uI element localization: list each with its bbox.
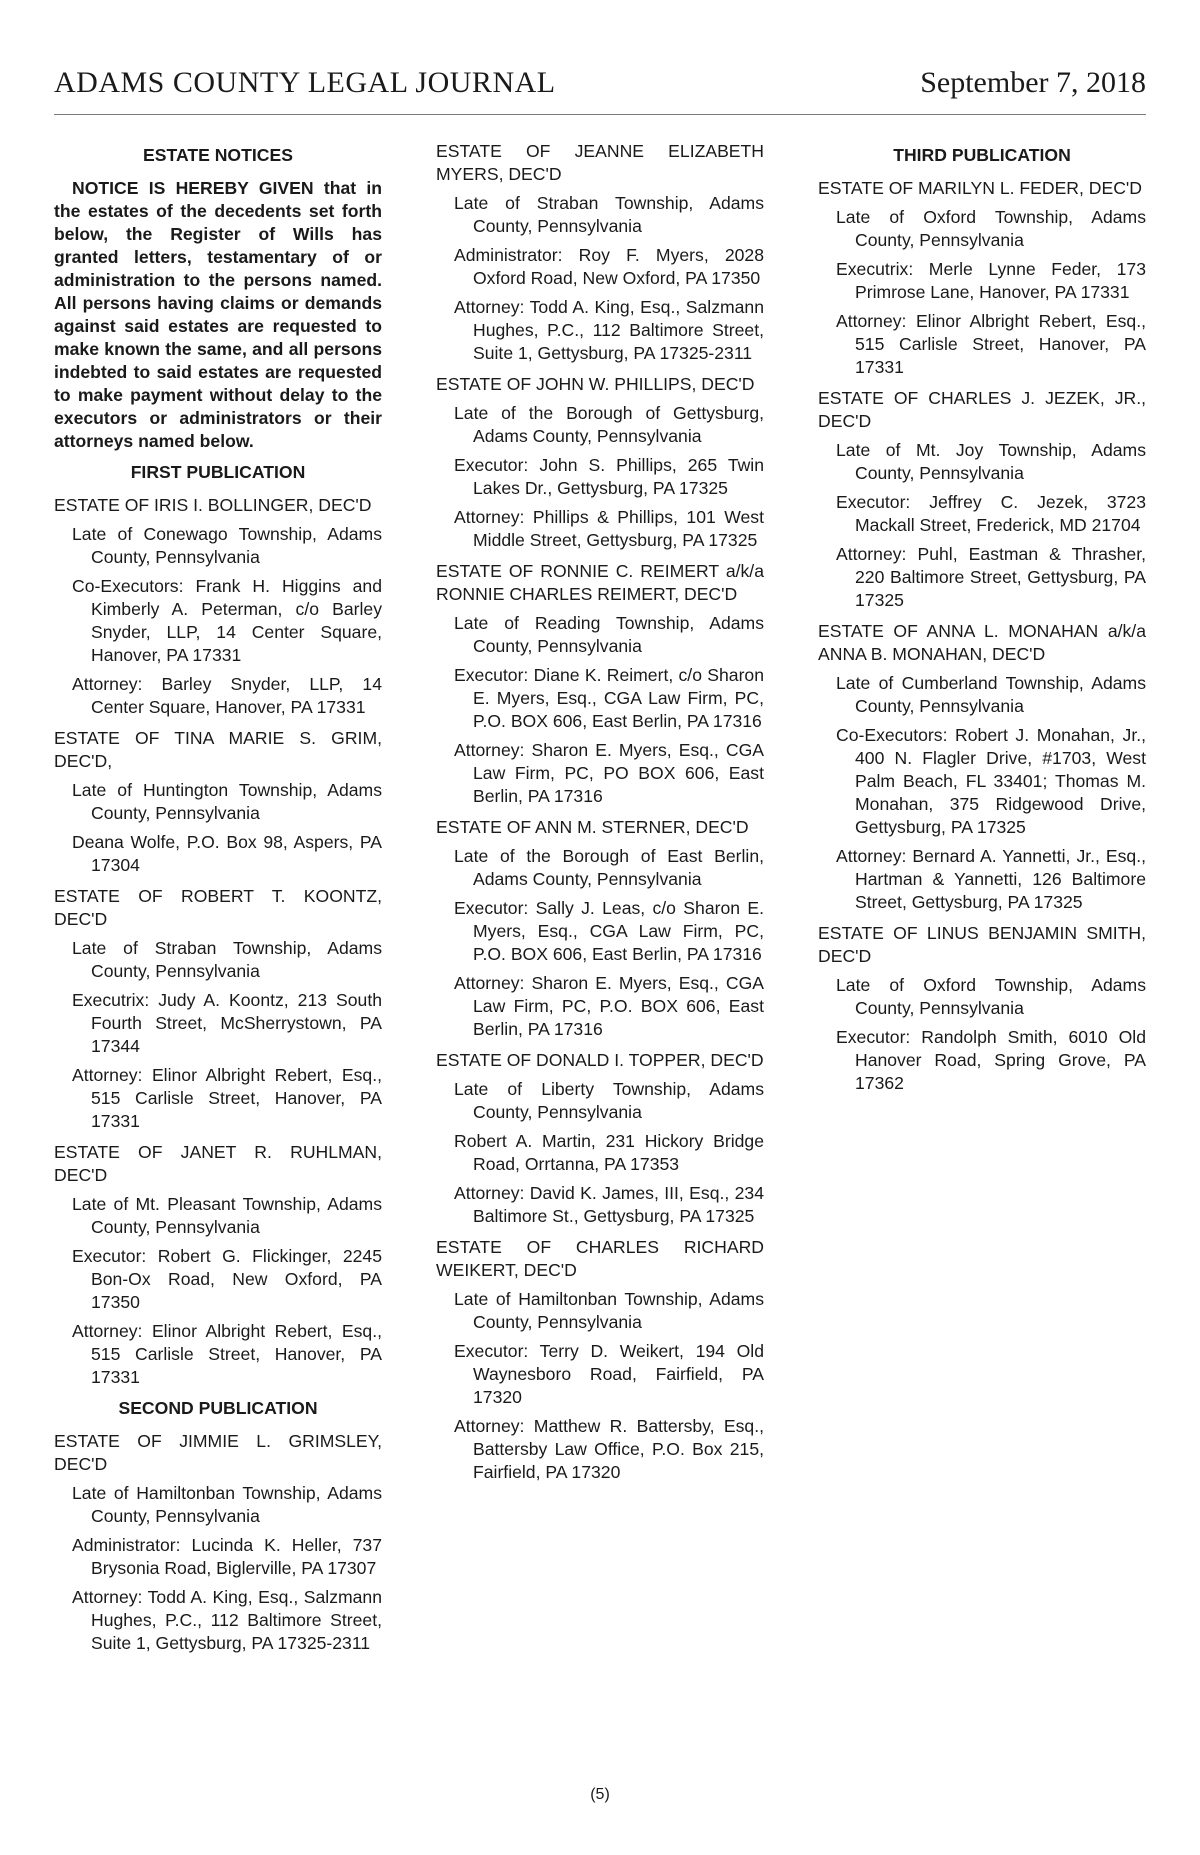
section-heading: THIRD PUBLICATION bbox=[893, 145, 1071, 165]
estate-title: ESTATE OF LINUS BENJAMIN SMITH, DEC'D bbox=[818, 923, 1146, 966]
section-heading: ESTATE NOTICES bbox=[143, 145, 293, 165]
estate-title: ESTATE OF DONALD I. TOPPER, DEC'D bbox=[436, 1050, 764, 1070]
estate-detail: Attorney: Elinor Albright Rebert, Esq., 515 Carlisle Street, Hanover, PA 17331 bbox=[836, 311, 1146, 377]
estate-detail: Attorney: Todd A. King, Esq., Salzmann Hughes, P.C., 112 Baltimore Street, Suite 1, Gettysburg, PA 17325-2311 bbox=[454, 297, 764, 363]
estate-detail: Attorney: Elinor Albright Rebert, Esq., 515 Carlisle Street, Hanover, PA 17331 bbox=[72, 1321, 382, 1387]
estate-notice bbox=[54, 727, 382, 877]
estate-detail: Executrix: Judy A. Koontz, 213 South Fourth Street, McSherrystown, PA 17344 bbox=[72, 990, 382, 1056]
estate-title: ESTATE OF ANNA L. MONAHAN a/k/a ANNA B. MONAHAN, DEC'D bbox=[818, 621, 1146, 664]
estate-detail: Late of Conewago Township, Adams County, Pennsylvania bbox=[72, 524, 382, 567]
estate-detail: Late of Oxford Township, Adams County, Pennsylvania bbox=[836, 975, 1146, 1018]
estate-title: ESTATE OF JEANNE ELIZABETH MYERS, DEC'D bbox=[436, 141, 764, 184]
estate-detail: Attorney: Matthew R. Battersby, Esq., Battersby Law Office, P.O. Box 215, Fairfield, PA 17320 bbox=[454, 1416, 764, 1482]
estate-detail: Executor: John S. Phillips, 265 Twin Lakes Dr., Gettysburg, PA 17325 bbox=[454, 455, 764, 498]
estate-notice bbox=[436, 560, 764, 808]
estate-detail: Executor: Diane K. Reimert, c/o Sharon E. Myers, Esq., CGA Law Firm, PC, P.O. BOX 606, East Berlin, PA 17316 bbox=[454, 665, 764, 731]
estate-detail: Late of Liberty Township, Adams County, Pennsylvania bbox=[454, 1079, 764, 1122]
estate-detail: Attorney: Bernard A. Yannetti, Jr., Esq., Hartman & Yannetti, 126 Baltimore Street, Gettysburg, PA 17325 bbox=[836, 846, 1146, 912]
column-1 bbox=[54, 140, 382, 1663]
estate-notice bbox=[818, 922, 1146, 1095]
section-heading: SECOND PUBLICATION bbox=[118, 1398, 318, 1418]
column-3 bbox=[818, 140, 1146, 1103]
estate-notice bbox=[436, 373, 764, 552]
estate-title: ESTATE OF IRIS I. BOLLINGER, DEC'D bbox=[54, 495, 372, 515]
estate-notice bbox=[818, 177, 1146, 379]
estate-detail: Attorney: Elinor Albright Rebert, Esq., 515 Carlisle Street, Hanover, PA 17331 bbox=[72, 1065, 382, 1131]
estate-detail: Co-Executors: Frank H. Higgins and Kimberly A. Peterman, c/o Barley Snyder, LLP, 14 Center Square, Hanover, PA 17331 bbox=[72, 576, 382, 665]
estate-detail: Late of Hamiltonban Township, Adams County, Pennsylvania bbox=[72, 1483, 382, 1526]
estate-detail: Executor: Randolph Smith, 6010 Old Hanover Road, Spring Grove, PA 17362 bbox=[836, 1027, 1146, 1093]
estate-detail: Attorney: Sharon E. Myers, Esq., CGA Law Firm, PC, P.O. BOX 606, East Berlin, PA 17316 bbox=[454, 973, 764, 1039]
estate-detail: Late of Straban Township, Adams County, Pennsylvania bbox=[72, 938, 382, 981]
estate-notice bbox=[436, 1049, 764, 1228]
estate-title: ESTATE OF ROBERT T. KOONTZ, DEC'D bbox=[54, 886, 382, 929]
estate-detail: Attorney: Todd A. King, Esq., Salzmann Hughes, P.C., 112 Baltimore Street, Suite 1, Gettysburg, PA 17325-2311 bbox=[72, 1587, 382, 1653]
estate-title: ESTATE OF JIMMIE L. GRIMSLEY, DEC'D bbox=[54, 1431, 382, 1474]
estate-title: ESTATE OF MARILYN L. FEDER, DEC'D bbox=[818, 178, 1142, 198]
estate-title: ESTATE OF CHARLES J. JEZEK, JR., DEC'D bbox=[818, 388, 1146, 431]
estate-detail: Late of Reading Township, Adams County, Pennsylvania bbox=[454, 613, 764, 656]
estate-detail: Late of Hamiltonban Township, Adams County, Pennsylvania bbox=[454, 1289, 764, 1332]
estate-detail: Executor: Sally J. Leas, c/o Sharon E. Myers, Esq., CGA Law Firm, PC, P.O. BOX 606, East Berlin, PA 17316 bbox=[454, 898, 764, 964]
estate-notice bbox=[54, 885, 382, 1133]
estate-detail: Late of the Borough of East Berlin, Adams County, Pennsylvania bbox=[454, 846, 764, 889]
masthead bbox=[54, 66, 1146, 115]
estate-detail: Executrix: Merle Lynne Feder, 173 Primrose Lane, Hanover, PA 17331 bbox=[836, 259, 1146, 302]
section-heading: FIRST PUBLICATION bbox=[130, 462, 306, 482]
page-number: (5) bbox=[590, 1786, 610, 1803]
estate-title: ESTATE OF JOHN W. PHILLIPS, DEC'D bbox=[436, 374, 755, 394]
estate-detail: Administrator: Lucinda K. Heller, 737 Brysonia Road, Biglerville, PA 17307 bbox=[72, 1535, 382, 1578]
notice-intro: NOTICE IS HEREBY GIVEN that in the estates of the decedents set forth below, the Register of Wills has granted letters, testamentary of or administration to the persons named. All persons having claims or demands against said estates are requested to make known the same, and all persons indebted to said estates are requested to make payment without delay to the executors or administrators or their attorneys named below. bbox=[54, 178, 382, 451]
estate-detail: Late of Oxford Township, Adams County, Pennsylvania bbox=[836, 207, 1146, 250]
estate-title: ESTATE OF JANET R. RUHLMAN, DEC'D bbox=[54, 1142, 382, 1185]
estate-notice bbox=[54, 1141, 382, 1389]
estate-detail: Deana Wolfe, P.O. Box 98, Aspers, PA 17304 bbox=[72, 832, 382, 875]
estate-detail: Executor: Jeffrey C. Jezek, 3723 Mackall Street, Frederick, MD 21704 bbox=[836, 492, 1146, 535]
estate-detail: Attorney: Phillips & Phillips, 101 West Middle Street, Gettysburg, PA 17325 bbox=[454, 507, 764, 550]
estate-detail: Attorney: Puhl, Eastman & Thrasher, 220 Baltimore Street, Gettysburg, PA 17325 bbox=[836, 544, 1146, 610]
estate-title: ESTATE OF TINA MARIE S. GRIM, DEC'D, bbox=[54, 728, 382, 771]
estate-title: ESTATE OF ANN M. STERNER, DEC'D bbox=[436, 817, 749, 837]
estate-detail: Late of the Borough of Gettysburg, Adams County, Pennsylvania bbox=[454, 403, 764, 446]
estate-detail: Late of Mt. Pleasant Township, Adams County, Pennsylvania bbox=[72, 1194, 382, 1237]
estate-notice bbox=[54, 494, 382, 719]
journal-title: ADAMS COUNTY LEGAL JOURNAL bbox=[54, 66, 556, 99]
estate-detail: Executor: Terry D. Weikert, 194 Old Waynesboro Road, Fairfield, PA 17320 bbox=[454, 1341, 764, 1407]
estate-notice bbox=[436, 140, 764, 365]
estate-detail: Late of Mt. Joy Township, Adams County, Pennsylvania bbox=[836, 440, 1146, 483]
estate-detail: Attorney: David K. James, III, Esq., 234 Baltimore St., Gettysburg, PA 17325 bbox=[454, 1183, 764, 1226]
estate-notice bbox=[436, 816, 764, 1041]
estate-notice bbox=[818, 387, 1146, 612]
estate-notice bbox=[436, 1236, 764, 1484]
estate-detail: Late of Huntington Township, Adams County, Pennsylvania bbox=[72, 780, 382, 823]
estate-notice bbox=[54, 1430, 382, 1655]
estate-detail: Co-Executors: Robert J. Monahan, Jr., 400 N. Flagler Drive, #1703, West Palm Beach, FL 33401; Thomas M. Monahan, 375 Ridgewood Drive, Gettysburg, PA 17325 bbox=[836, 725, 1146, 837]
estate-notice bbox=[818, 620, 1146, 914]
estate-title: ESTATE OF RONNIE C. REIMERT a/k/a RONNIE CHARLES REIMERT, DEC'D bbox=[436, 561, 764, 604]
estate-detail: Robert A. Martin, 231 Hickory Bridge Road, Orrtanna, PA 17353 bbox=[454, 1131, 764, 1174]
estate-detail: Late of Straban Township, Adams County, Pennsylvania bbox=[454, 193, 764, 236]
issue-date: September 7, 2018 bbox=[920, 66, 1146, 99]
estate-detail: Executor: Robert G. Flickinger, 2245 Bon-Ox Road, New Oxford, PA 17350 bbox=[72, 1246, 382, 1312]
estate-detail: Attorney: Barley Snyder, LLP, 14 Center Square, Hanover, PA 17331 bbox=[72, 674, 382, 717]
estate-detail: Attorney: Sharon E. Myers, Esq., CGA Law Firm, PC, PO BOX 606, East Berlin, PA 17316 bbox=[454, 740, 764, 806]
estate-detail: Late of Cumberland Township, Adams County, Pennsylvania bbox=[836, 673, 1146, 716]
column-2 bbox=[436, 140, 764, 1492]
estate-detail: Administrator: Roy F. Myers, 2028 Oxford Road, New Oxford, PA 17350 bbox=[454, 245, 764, 288]
estate-title: ESTATE OF CHARLES RICHARD WEIKERT, DEC'D bbox=[436, 1237, 764, 1280]
